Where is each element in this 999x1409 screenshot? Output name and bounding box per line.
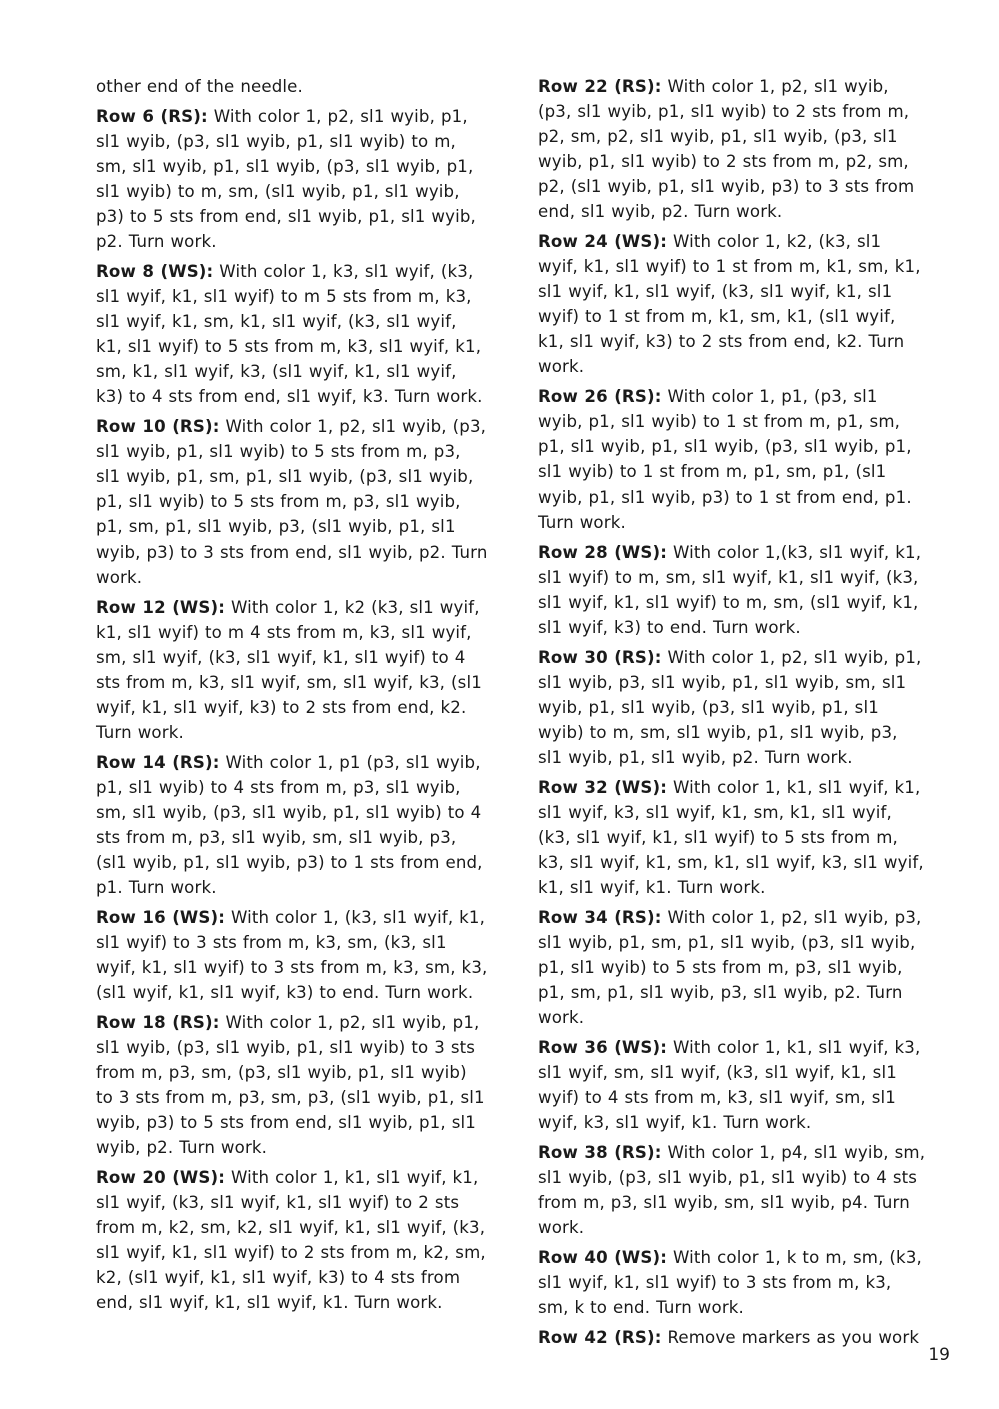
row-instruction bbox=[538, 540, 926, 640]
row-text: With color 1, k3, sl1 wyif, (k3, sl1 wyif, k1, sl1 wyif) to m 5 sts from m, k3, sl1 wyif, k1, sm, k1, sl1 wyif, (k3, sl1 wyif, k1, sl1 wyif) to 5 sts from m, k3, sl1 wyif, k1, sm, k1, sl1 wyif, k3, (sl1 wyif, k1, sl1 wyif, k3) to 4 sts from end, sl1 wyif, k3. Turn work. bbox=[96, 262, 483, 407]
row-label: Row 10 (RS): bbox=[96, 417, 220, 437]
row-label: Row 18 (RS): bbox=[96, 1012, 220, 1032]
row-text: With color 1, k2, (k3, sl1 wyif, k1, sl1 wyif) to 1 st from m, k1, sm, k1, sl1 wyif, k1, sl1 wyif, (k3, sl1 wyif, k1, sl1 wyif) to 1 st from m, k1, sm, k1, (sl1 wyif, k1, sl1 wyif, k3) to 2 sts from end, k2. Turn work. bbox=[538, 232, 921, 377]
row-instruction bbox=[538, 1245, 926, 1320]
row-label: Row 8 (WS): bbox=[96, 262, 214, 282]
row-instruction bbox=[96, 1010, 488, 1160]
intro-text: other end of the needle. bbox=[96, 77, 303, 96]
row-label: Row 30 (RS): bbox=[538, 647, 662, 667]
row-label: Row 38 (RS): bbox=[538, 1143, 662, 1163]
row-instruction bbox=[538, 1035, 926, 1135]
row-instruction bbox=[538, 775, 926, 900]
row-label: Row 36 (WS): bbox=[538, 1037, 668, 1057]
row-instruction bbox=[538, 905, 926, 1030]
row-instruction bbox=[538, 384, 926, 534]
row-text: With color 1, k1, sl1 wyif, k3, sl1 wyif, sm, sl1 wyif, (k3, sl1 wyif, k1, sl1 wyif) to 4 sts from m, k3, sl1 wyif, sm, sl1 wyif, k3, sl1 wyif, k1. Turn work. bbox=[538, 1037, 921, 1133]
row-label: Row 22 (RS): bbox=[538, 77, 662, 96]
row-label: Row 32 (WS): bbox=[538, 777, 668, 797]
row-instruction bbox=[96, 259, 488, 409]
row-text: With color 1, p1 (p3, sl1 wyib, p1, sl1 wyib) to 4 sts from m, p3, sl1 wyib, sm, sl1 wyib, (p3, sl1 wyib, p1, sl1 wyib) to 4 sts from m, p3, sl1 wyib, sm, sl1 wyib, p3, (sl1 wyib, p1, sl1 wyib, p3) to 1 sts from end, p1. Turn work. bbox=[96, 752, 483, 897]
row-instruction bbox=[538, 1325, 926, 1350]
row-instruction bbox=[538, 229, 926, 379]
row-instruction bbox=[96, 750, 488, 900]
row-text: With color 1, (k3, sl1 wyif, k1, sl1 wyif) to 3 sts from m, k3, sm, (k3, sl1 wyif, k1, sl1 wyif) to 3 sts from m, k3, sm, k3, (sl1 wyif, k1, sl1 wyif, k3) to end. Turn work. bbox=[96, 907, 488, 1002]
row-text: With color 1, p2, sl1 wyib, p1, sl1 wyib, (p3, sl1 wyib, p1, sl1 wyib) to 3 sts from m, p3, sm, (p3, sl1 wyib, p1, sl1 wyib) to 3 sts from m, p3, sm, p3, (sl1 wyib, p1, sl1 wyib, p3) to 5 sts from end, sl1 wyib, p1, sl1 wyib, p2. Turn work. bbox=[96, 1012, 485, 1158]
row-instruction bbox=[96, 104, 488, 254]
row-instruction bbox=[538, 645, 926, 770]
row-instruction bbox=[96, 905, 488, 1005]
row-instruction bbox=[96, 1165, 488, 1315]
row-text: With color 1, p2, sl1 wyib, (p3, sl1 wyib, p1, sl1 wyib) to 2 sts from m, p2, sm, p2, sl1 wyib, p1, sl1 wyib, (p3, sl1 wyib, p1, sl1 wyib) to 2 sts from m, p2, sm, p2, (sl1 wyib, p1, sl1 wyib, p3) to 3 sts from end, sl1 wyib, p2. Turn work. bbox=[538, 77, 915, 222]
left-column bbox=[96, 74, 488, 1320]
row-instruction bbox=[96, 414, 488, 589]
row-label: Row 6 (RS): bbox=[96, 106, 208, 126]
row-instruction bbox=[538, 1140, 926, 1240]
row-label: Row 16 (WS): bbox=[96, 907, 226, 927]
row-text: With color 1, k2 (k3, sl1 wyif, k1, sl1 wyif) to m 4 sts from m, k3, sl1 wyif, sm, sl1 wyif, (k3, sl1 wyif, k1, sl1 wyif) to 4 sts from m, k3, sl1 wyif, sm, sl1 wyif, k3, (sl1 wyif, k1, sl1 wyif, k3) to 2 sts from end, k2. Turn work. bbox=[96, 597, 482, 742]
row-label: Row 20 (WS): bbox=[96, 1168, 226, 1188]
row-text: With color 1, p2, sl1 wyib, p3, sl1 wyib, p1, sm, p1, sl1 wyib, (p3, sl1 wyib, p1, sl1 wyib) to 5 sts from m, p3, sl1 wyib, p1, sm, p1, sl1 wyib, p3, sl1 wyib, p2. Turn work. bbox=[538, 907, 922, 1028]
row-text: With color 1, p1, (p3, sl1 wyib, p1, sl1 wyib) to 1 st from m, p1, sm, p1, sl1 wyib, p1, sl1 wyib, (p3, sl1 wyib, p1, sl1 wyib) to 1 st from m, p1, sm, p1, (sl1 wyib, p1, sl1 wyib, p3) to 1 st from end, p1. Turn work. bbox=[538, 387, 912, 532]
row-label: Row 28 (WS): bbox=[538, 542, 668, 562]
page-number: 19 bbox=[928, 1345, 950, 1365]
row-label: Row 26 (RS): bbox=[538, 387, 662, 407]
row-label: Row 14 (RS): bbox=[96, 752, 220, 772]
row-label: Row 24 (WS): bbox=[538, 232, 668, 252]
row-instruction bbox=[538, 74, 926, 224]
row-text: With color 1, k to m, sm, (k3, sl1 wyif, k1, sl1 wyif) to 3 sts from m, k3, sm, k to end. Turn work. bbox=[538, 1248, 922, 1318]
row-label: Row 40 (WS): bbox=[538, 1248, 668, 1268]
right-column bbox=[538, 74, 926, 1355]
row-text: With color 1, p2, sl1 wyib, p1, sl1 wyib, p3, sl1 wyib, p1, sl1 wyib, sm, sl1 wyib, p1, sl1 wyib, (p3, sl1 wyib, p1, sl1 wyib) to m, sm, sl1 wyib, p1, sl1 wyib, p3, sl1 wyib, p1, sl1 wyib, p2. Turn work. bbox=[538, 647, 922, 767]
row-text: With color 1, p2, sl1 wyib, (p3, sl1 wyib, p1, sl1 wyib) to 5 sts from m, p3, sl1 wyib, p1, sm, p1, sl1 wyib, (p3, sl1 wyib, p1, sl1 wyib) to 5 sts from m, p3, sl1 wyib, p1, sm, p1, sl1 wyib, p3, (sl1 wyib, p1, sl1 wyib, p3) to 3 sts from end, sl1 wyib, p2. Turn work. bbox=[96, 417, 488, 587]
row-text: With color 1, p4, sl1 wyib, sm, sl1 wyib, (p3, sl1 wyib, p1, sl1 wyib) to 4 sts from m, p3, sl1 wyib, sm, sl1 wyib, p4. Turn work. bbox=[538, 1143, 926, 1238]
row-instruction bbox=[96, 595, 488, 745]
row-text: With color 1,(k3, sl1 wyif, k1, sl1 wyif) to m, sm, sl1 wyif, k1, sl1 wyif, (k3, sl1 wyif, k1, sl1 wyif) to m, sm, (sl1 wyif, k1, sl1 wyif, k3) to end. Turn work. bbox=[538, 542, 922, 637]
row-label: Row 42 (RS): bbox=[538, 1328, 662, 1348]
row-text: With color 1, k1, sl1 wyif, k1, sl1 wyif, (k3, sl1 wyif, k1, sl1 wyif) to 2 sts from m, k2, sm, k2, sl1 wyif, k1, sl1 wyif, (k3, sl1 wyif, k1, sl1 wyif) to 2 sts from m, k2, sm, k2, (sl1 wyif, k1, sl1 wyif, k3) to 4 sts from end, sl1 wyif, k1, sl1 wyif, k1. Turn work. bbox=[96, 1168, 486, 1313]
row-text: With color 1, p2, sl1 wyib, p1, sl1 wyib, (p3, sl1 wyib, p1, sl1 wyib) to m, sm, sl1 wyib, p1, sl1 wyib, (p3, sl1 wyib, p1, sl1 wyib) to m, sm, (sl1 wyib, p1, sl1 wyib, p3) to 5 sts from end, sl1 wyib, p1, sl1 wyib, p2. Turn work. bbox=[96, 106, 476, 252]
row-text: Remove markers as you work bbox=[667, 1328, 920, 1348]
row-label: Row 34 (RS): bbox=[538, 907, 662, 927]
row-text: With color 1, k1, sl1 wyif, k1, sl1 wyif, k3, sl1 wyif, k1, sm, k1, sl1 wyif, (k3, sl1 wyif, k1, sl1 wyif) to 5 sts from m, k3, sl1 wyif, k1, sm, k1, sl1 wyif, k3, sl1 wyif, k1, sl1 wyif, k1. Turn work. bbox=[538, 777, 924, 897]
row-label: Row 12 (WS): bbox=[96, 597, 226, 617]
